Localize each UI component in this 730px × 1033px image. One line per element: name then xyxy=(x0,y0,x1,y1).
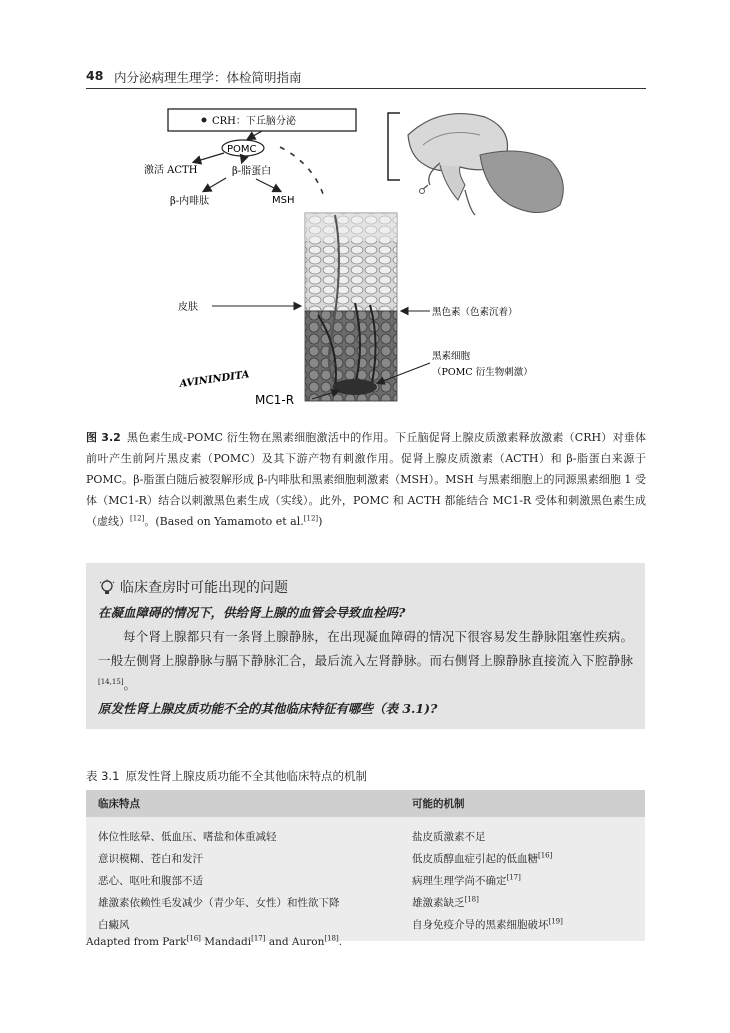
source-text: and Auron xyxy=(265,936,325,948)
mechanism-ref: [18] xyxy=(464,895,479,903)
table-caption xyxy=(86,768,367,784)
melanocyte-label: 黑素细胞 xyxy=(432,351,471,362)
feature-cell: 意识模糊、苍白和发汗 xyxy=(98,852,203,865)
msh-label: MSH xyxy=(272,195,295,206)
mechanism-cell xyxy=(400,847,645,869)
clinical-rounds-box xyxy=(86,563,645,729)
figure-caption xyxy=(86,427,646,532)
feature-cell: 体位性眩晕、低血压、嗜盐和体重减轻 xyxy=(98,830,277,843)
beta-endorphin-label: β-内啡肽 xyxy=(170,196,210,207)
mechanism-text: 雄激素缺乏 xyxy=(412,896,465,909)
pomc-label: POMC xyxy=(227,144,257,155)
melanin-label: 黑色素（色素沉着） xyxy=(432,307,518,318)
lightbulb-icon xyxy=(98,579,116,597)
clinical-box-header xyxy=(98,577,288,597)
skin-label: 皮肤 xyxy=(178,302,198,313)
caption-tail: 。(Based on Yamamoto et al. xyxy=(144,515,304,528)
beta-lipotropin-label: β-脂蛋白 xyxy=(232,166,272,177)
table-number: 表 3.1 xyxy=(86,769,120,783)
figure-number: 图 3.2 xyxy=(86,431,121,444)
table-row xyxy=(86,869,645,891)
table-title: 原发性肾上腺皮质功能不全其他临床特点的机制 xyxy=(125,769,367,783)
artist-signature: AVININDITA xyxy=(178,369,251,390)
mechanism-ref: [17] xyxy=(506,873,521,881)
header-mechanism: 可能的机制 xyxy=(412,798,465,810)
mechanism-ref: [19] xyxy=(548,917,563,925)
source-ref: [16] xyxy=(186,934,201,943)
answer-1-end: 。 xyxy=(123,677,137,692)
mechanism-cell xyxy=(400,891,645,913)
page-number: 48 xyxy=(86,68,104,83)
feature-cell: 恶心、呕吐和腹部不适 xyxy=(98,874,203,887)
caption-tail-ref: [12] xyxy=(303,514,319,523)
feature-cell: 雄激素依赖性毛发减少（青少年、女性）和性欲下降 xyxy=(98,896,340,909)
melanogenesis-diagram xyxy=(140,105,600,413)
clinical-box-title: 临床查房时可能出现的问题 xyxy=(120,580,288,596)
caption-text: 黑色素生成-POMC 衍生物在黑素细胞激活中的作用。下丘脑促肾上腺皮质激素释放激素（CRH）对垂体前叶产生前阿片黑皮素（POMC）及其下游产物有刺激作用。促肾上腺皮质激素（ACTH）和 β-脂蛋白来源于 POMC。β-脂蛋白随后被裂解形成 β-内啡肽和黑素细胞刺激素（MSH）。MSH 与黑素细胞上的同源黑素细胞 1 受体（MC1-R）结合以刺激黑色素生成（实线）。此外，POMC 和 ACTH 都能结合 MC1-R 受体和刺激黑色素生成（虚线） xyxy=(86,431,646,528)
book-title: 内分泌病理生理学：体检简明指南 xyxy=(114,70,302,85)
table-row xyxy=(86,891,645,913)
feature-cell: 白癜风 xyxy=(98,918,130,931)
mechanism-text: 低皮质醇血症引起的低血糖 xyxy=(412,852,538,865)
source-text: Mandadi xyxy=(200,936,252,948)
answer-1 xyxy=(98,625,633,697)
source-text: . xyxy=(338,936,343,948)
mechanism-ref: [16] xyxy=(538,851,553,859)
caption-tail-end: ) xyxy=(318,515,323,528)
mechanism-text: 自身免疫介导的黑素细胞破坏 xyxy=(412,918,549,931)
crh-label: CRH：下丘脑分泌 xyxy=(212,116,296,127)
mechanism-cell xyxy=(400,869,645,891)
caption-ref: [12] xyxy=(130,514,145,523)
source-ref: [18] xyxy=(324,934,339,943)
brain-pituitary-illustration xyxy=(388,113,563,215)
page-header xyxy=(86,64,646,89)
mechanism-text: 病理生理学尚不确定 xyxy=(412,874,507,887)
answer-1-text: 每个肾上腺都只有一条肾上腺静脉，在出现凝血障碍的情况下很容易发生静脉阻塞性疾病。一般左侧肾上腺静脉与膈下静脉汇合，最后流入左肾静脉。而右侧肾上腺静脉直接流入下腔静脉 xyxy=(98,629,633,668)
mechanism-cell xyxy=(400,913,645,941)
table-source-note xyxy=(86,936,342,948)
answer-1-ref: [14,15] xyxy=(98,677,124,686)
mc1r-label: MC1-R xyxy=(255,393,295,407)
table-header-row xyxy=(86,790,645,817)
source-text: Adapted from Park xyxy=(86,936,187,948)
question-1: 在凝血障碍的情况下，供给肾上腺的血管会导致血栓吗? xyxy=(98,605,406,620)
skin-layers xyxy=(305,213,397,401)
mechanism-cell xyxy=(400,817,645,847)
figure-3-2 xyxy=(140,105,600,413)
question-2: 原发性肾上腺皮质功能不全的其他临床特征有哪些（表 3.1)? xyxy=(98,701,438,716)
acth-label: 激活 ACTH xyxy=(144,165,198,176)
table-row xyxy=(86,817,645,847)
source-ref: [17] xyxy=(251,934,266,943)
dashed-pathway xyxy=(280,147,325,200)
mechanism-text: 盐皮质激素不足 xyxy=(412,830,486,843)
table-3-1 xyxy=(86,790,645,941)
header-clinical-feature: 临床特点 xyxy=(98,798,140,810)
melanocyte-sub-label: （POMC 衍生物刺激） xyxy=(432,367,533,378)
table-row xyxy=(86,847,645,869)
